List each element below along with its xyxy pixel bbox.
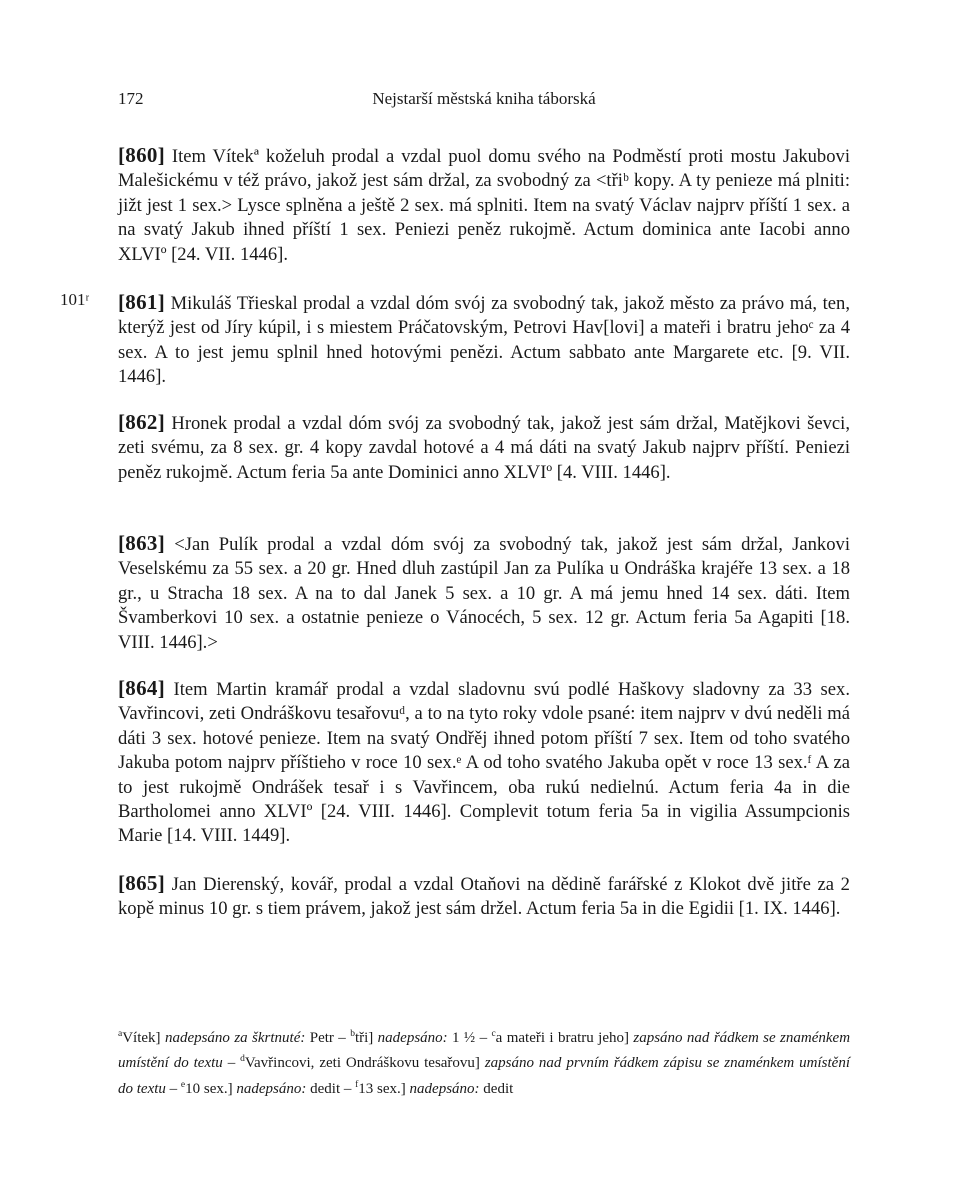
footnote-mark: f [355, 1079, 359, 1090]
entry-text: Item Vítekª koželuh prodal a vzdal puol domu svého na Podměstí proti mostu Jakubovi Malešickému v též právo, jakož jest sám držal, za svobodný za <třiᵇ kopy. A ty penieze má plniti: jižt jest 1 sex.> Lysce splněna a ještě 2 sex. má splniti. Item na svatý Václav najprv příští 1 sex. a na svatý Jakub ihned příští 1 sex. Peniezi peněz rukojmě. Actum dominica ante Iacobi anno XLVIº [24. VII. 1446]. [118, 146, 850, 265]
footnote-text: 1 ½ – [452, 1030, 488, 1046]
entry-text: <Jan Pulík prodal a vzdal dóm svój za svobodný tak, jakož jest sám držal, Jankovi Veselskému za 55 sex. a 20 gr. Hned dluh zastúpil Jan za Pulíka u Ondráška krajéře 13 sex. a 18 gr., u Stracha 18 sex. A na to dal Janek 5 sex. a 10 gr. A má jemu hned 14 sex. dáti. Item Švamberkovi 10 sex. a ostatnie penieze o Vánocéch, 5 sex. 12 gr. Actum feria 5a Agapiti [18. VIII. 1446].> [118, 534, 850, 653]
footnote-note: zapsáno nad řádkem se znaménkem umístění do textu [118, 1030, 851, 1072]
footnote-text: dedit [483, 1080, 514, 1097]
footnote-text: – [227, 1055, 236, 1072]
footnote-mark: d [240, 1054, 245, 1065]
footnote-mark: b [350, 1029, 355, 1039]
footnote-lemma: tři] [354, 1030, 374, 1046]
entry-862 [118, 410, 850, 485]
entry-number: [863] [118, 531, 165, 555]
footnote-note: nadepsáno: [409, 1080, 480, 1097]
entry-865 [118, 871, 850, 922]
entry-text: Hronek prodal a vzdal dóm svój za svobodný tak, jakož jest sám držal, Matějkovi ševci, zeti svému, za 8 sex. gr. 4 kopy zavdal hotové a 4 má dáti na svatý Jakub najprv příští. Peniezi peněz rukojmě. Actum feria 5a ante Dominici anno XLVIº [4. VIII. 1446]. [118, 413, 850, 483]
entry-number: [865] [118, 871, 165, 895]
page-number: 172 [118, 89, 144, 108]
footnote-mark: a [118, 1029, 123, 1039]
footnote-lemma: Vítek] [122, 1030, 161, 1046]
page-header [118, 89, 850, 115]
footnote-note: nadepsáno: [377, 1030, 448, 1046]
footnote-text: dedit – [310, 1080, 352, 1097]
footnote-lemma: Vavřincovi, zeti Ondráškovu tesařovu] [244, 1055, 480, 1072]
footnote-mark: c [491, 1029, 496, 1039]
entry-864 [118, 676, 850, 849]
footnote-note: nadepsáno: [236, 1080, 307, 1097]
entry-text: Item Martin kramář prodal a vzdal sladovnu svú podlé Haškovy sladovny za 33 sex. Vavřincovi, zeti Ondráškovu tesařovuᵈ, a to na tyto roky vdole psané: item najprv v dvú neděli má dáti 3 sex. hotové penieze. Item na svatý Ondřěj ihned potom příští 7 sex. Item od toho svatého Jakuba potom najprv příštieho v roce 10 sex.ᵉ A od toho svatého Jakuba opět v roce 13 sex.ᶠ A za to jest rukojmě Ondrášek tesař i s Vavřincem, oba rukú nedielnú. Actum feria 4a in die Bartholomei anno XLVIº [24. VIII. 1446]. Complevit totum feria 5a in vigilia Assumpcionis Marie [14. VIII. 1449]. [118, 679, 850, 847]
folio-marker: 101ʳ [60, 290, 90, 309]
entry-number: [864] [118, 676, 165, 700]
entry-number: [860] [118, 143, 165, 167]
entry-861 [118, 290, 850, 390]
entry-860 [118, 143, 850, 267]
footnote-lemma: a mateři i bratru jeho] [495, 1030, 629, 1046]
footnote-note: zapsáno nad prvním řádkem zápisu se znaménkem umístění do textu [118, 1055, 850, 1097]
entry-863 [118, 531, 850, 655]
entry-number: [862] [118, 410, 165, 434]
entry-text: Mikuláš Třieskal prodal a vzdal dóm svój za svobodný tak, jakož město za právo má, ten, kterýž jest od Jíry kúpil, i s miestem Práčatovským, Petrovi Hav[lovi] a mateři i bratru jehoᶜ za 4 sex. A to jest jemu splnil hned hotovými penězi. Actum sabbato ante Margarete etc. [9. VII. 1446]. [118, 293, 850, 388]
footnote-lemma: 13 sex.] [358, 1080, 406, 1097]
footnote-text: Petr – [309, 1030, 346, 1046]
running-title: Nejstarší městská kniha táborská [372, 89, 596, 108]
entry-text: Jan Dierenský, kovář, prodal a vzdal Otaňovi na dědině farářské z Klokot dvě jitře za 2 kopě minus 10 gr. s tiem právem, jakož jest sám držel. Actum feria 5a in die Egidii [1. IX. 1446]. [118, 874, 850, 920]
entry-number: [861] [118, 290, 165, 314]
footnote-lemma: 10 sex.] [185, 1080, 233, 1097]
footnote-note: nadepsáno za škrtnuté: [164, 1030, 306, 1046]
footnotes [118, 1024, 850, 1100]
footnote-mark: e [180, 1079, 186, 1090]
footnote-text: – [169, 1080, 178, 1097]
